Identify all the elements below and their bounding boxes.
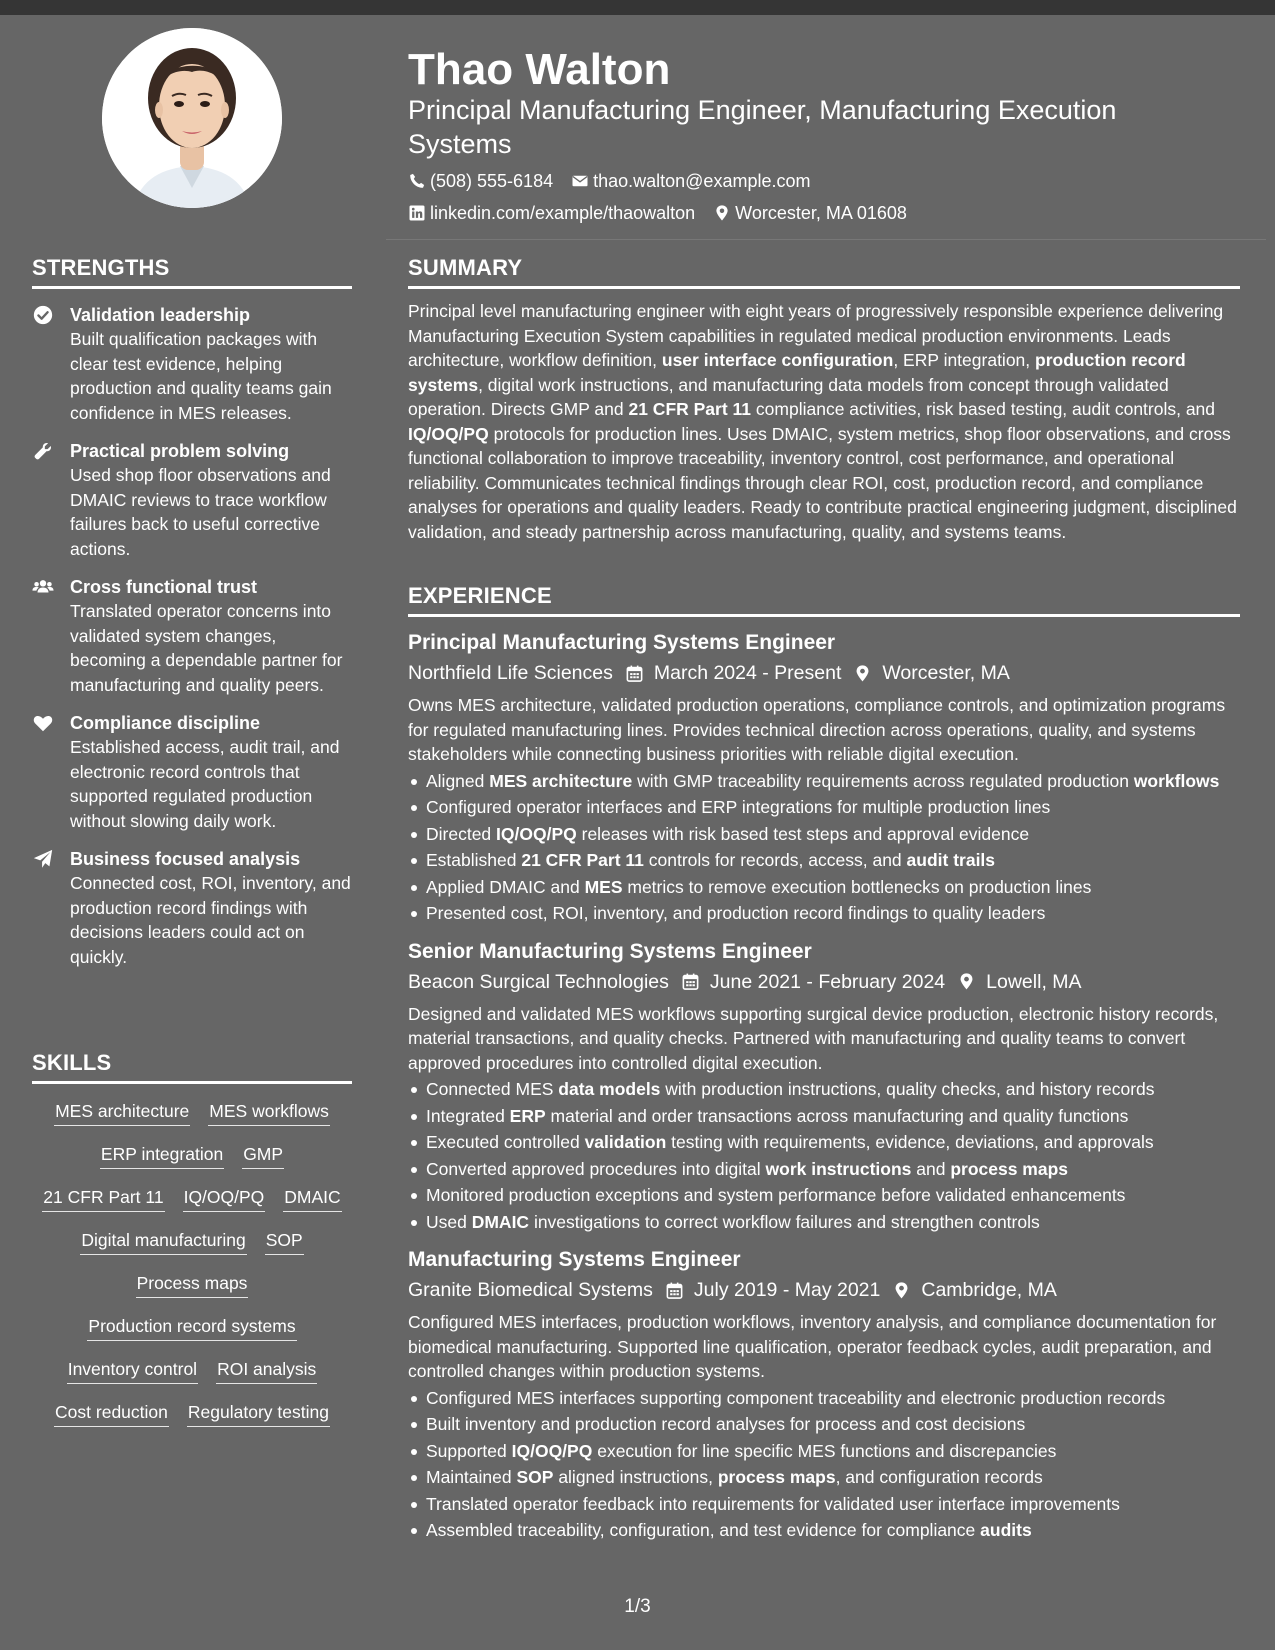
bullet-item <box>408 1210 1240 1235</box>
text-segment: Converted approved procedures into digital <box>426 1158 766 1179</box>
bold-text: ERP <box>509 1105 546 1126</box>
skill-tag: Regulatory testing <box>187 1400 330 1427</box>
strength-description: Translated operator concerns into validated system changes, becoming a dependable partner for manufacturing and quality peers. <box>70 601 343 695</box>
bullet-item <box>408 1465 1240 1490</box>
bold-text: audit trails <box>906 850 996 870</box>
strength-item <box>32 711 352 833</box>
text-segment: , and configuration records <box>835 1467 1043 1487</box>
skill-tag: Process maps <box>136 1271 249 1298</box>
skill-row <box>32 1142 352 1169</box>
bullet-item <box>408 1492 1240 1517</box>
candidate-role: Principal Manufacturing Engineer, Manufacturing Execution Systems <box>408 95 1117 159</box>
strengths-section <box>32 255 352 969</box>
text-segment: , digital work instructions, and manufacturing data models from concept through validated operation. Directs GMP and <box>408 374 1169 419</box>
job-title: Principal Manufacturing Systems Engineer <box>408 631 836 654</box>
bullet-item <box>408 795 1240 820</box>
bullet-item <box>408 1157 1240 1182</box>
bullet-item <box>408 1130 1240 1155</box>
text-segment: investigations to correct workflow failures and strengthen controls <box>529 1211 1040 1232</box>
users-icon <box>32 576 54 598</box>
mail-icon <box>571 172 589 190</box>
bold-text: SOP <box>516 1467 554 1487</box>
text-segment: aligned instructions, <box>553 1467 718 1487</box>
strength-description: Used shop floor observations and DMAIC reviews to trace workflow failures back to useful corrective actions. <box>70 465 331 559</box>
text-segment: Configured operator interfaces and ERP integrations for multiple production lines <box>426 797 1051 817</box>
wrench-icon <box>32 440 54 462</box>
experience-title: EXPERIENCE <box>408 583 552 608</box>
bold-text: IQ/OQ/PQ <box>511 1440 593 1461</box>
text-segment: Used <box>426 1211 472 1232</box>
bold-text: workflows <box>1133 770 1220 791</box>
job-meta <box>408 1276 1240 1304</box>
linkedin-url[interactable]: linkedin.com/example/thaowalton <box>430 203 696 223</box>
skill-tag: ROI analysis <box>216 1357 317 1384</box>
phone-contact <box>408 169 553 193</box>
skills-list <box>32 1099 352 1427</box>
text-segment: compliance activities, risk based testing, audit controls, and <box>751 399 1216 419</box>
text-segment: Directed <box>426 823 497 844</box>
header-divider <box>386 239 1266 240</box>
heart-icon <box>32 712 54 734</box>
section-divider <box>32 1081 352 1084</box>
job-list <box>408 629 1240 1543</box>
contact-line <box>408 169 828 193</box>
map-pin-icon <box>713 204 731 222</box>
bold-text: validation <box>584 1132 667 1152</box>
skill-tag: MES workflows <box>208 1099 330 1126</box>
bold-text: audits <box>980 1520 1032 1540</box>
skills-title: SKILLS <box>32 1050 112 1075</box>
bold-text: MES architecture <box>489 770 633 791</box>
job-description: Configured MES interfaces, production workflows, inventory analysis, and compliance documentation for biomedical manufacturing. Supported line qualification, operator feedback cycles, audit preparation, and controlled changes within production systems. <box>408 1312 1217 1381</box>
bold-text: 21 CFR Part 11 <box>521 850 644 870</box>
text-segment: Supported <box>426 1440 512 1461</box>
phone-icon <box>408 172 426 190</box>
strength-name: Validation leadership <box>70 305 251 325</box>
text-segment: Translated operator feedback into requirements for validated user interface improvements <box>426 1493 1120 1514</box>
job-title: Senior Manufacturing Systems Engineer <box>408 939 812 963</box>
text-segment: metrics to remove execution bottlenecks on production lines <box>622 876 1092 897</box>
job-dates: March 2024 - Present <box>653 662 842 684</box>
text-segment: Integrated <box>426 1105 510 1126</box>
bold-text: process maps <box>950 1158 1069 1179</box>
text-segment: material and order transactions across manufacturing and quality functions <box>545 1105 1129 1126</box>
bullet-item <box>408 822 1240 847</box>
job-description: Owns MES architecture, validated production operations, compliance controls, and optimization programs for regulated manufacturing lines. Provides technical direction across operations, quality, and systems stakeholders while connecting business priorities with reliable digital execution. <box>408 695 1226 764</box>
bold-text: 21 CFR Part 11 <box>628 399 752 419</box>
skill-tag: Digital manufacturing <box>80 1228 246 1255</box>
skill-tag: ERP integration <box>100 1142 224 1169</box>
text-segment: , ERP integration, <box>893 350 1036 370</box>
job-bullets <box>408 1077 1240 1234</box>
bullet-item <box>408 1439 1240 1464</box>
job-meta <box>408 659 1240 687</box>
skill-tag: 21 CFR Part 11 <box>42 1185 164 1212</box>
strength-item <box>32 303 352 425</box>
bold-text: user interface configuration <box>661 350 894 370</box>
job-entry <box>408 1246 1240 1543</box>
strength-item <box>32 439 352 561</box>
text-segment: Built inventory and production record analyses for process and cost decisions <box>426 1414 1026 1434</box>
bold-text: IQ/OQ/PQ <box>496 823 577 844</box>
text-segment: and <box>911 1158 951 1179</box>
bullet-item <box>408 901 1240 926</box>
strength-description: Built qualification packages with clear test evidence, helping production and quality teams gain confidence in MES releases. <box>70 329 332 423</box>
job-location: Worcester, MA <box>882 662 1010 684</box>
text-segment: controls for records, access, and <box>643 850 907 870</box>
strength-description: Connected cost, ROI, inventory, and production record findings with decisions leaders could act on quickly. <box>70 873 351 967</box>
bold-text: DMAIC <box>471 1211 530 1232</box>
company-name: Beacon Surgical Technologies <box>408 970 669 993</box>
job-location: Cambridge, MA <box>921 1279 1057 1301</box>
check-circle-icon <box>32 304 54 326</box>
email-address[interactable]: thao.walton@example.com <box>593 171 811 191</box>
bullet-item <box>408 1077 1240 1102</box>
strength-item <box>32 575 352 697</box>
text-segment: Assembled traceability, configuration, and test evidence for compliance <box>426 1520 981 1540</box>
skill-row <box>32 1357 352 1384</box>
bullet-item <box>408 1183 1240 1208</box>
text-segment: Configured MES interfaces supporting component traceability and electronic production records <box>426 1387 1166 1408</box>
text-segment: Principal level manufacturing engineer with eight years of progressively responsible experience delivering Manufacturing Execution System capabilities in regulated medical production environments. Leads architecture, workflow definition, <box>408 301 1224 370</box>
bullet-item <box>408 1386 1240 1411</box>
profile-photo <box>102 28 282 208</box>
strength-name: Cross functional trust <box>70 577 258 597</box>
map-pin-icon <box>957 972 976 991</box>
skill-tag: SOP <box>265 1228 304 1255</box>
linkedin-icon <box>408 204 426 222</box>
strength-name: Compliance discipline <box>70 713 261 733</box>
section-divider <box>408 286 1240 289</box>
skill-tag: Cost reduction <box>54 1400 169 1427</box>
page-number: 1/3 <box>624 1596 651 1617</box>
strength-item <box>32 847 352 969</box>
text-segment: protocols for production lines. Uses DMAIC, system metrics, shop floor observations, and cross functional collaboration to improve traceability, inventory control, cost performance, and operational reliability. Communicates technical findings through clear ROI, cost, production record, and compliance analyses for operations and quality leaders. Ready to contribute practical engineering judgment, disciplined validation, and steady partnership across manufacturing, quality, and systems teams. <box>408 423 1237 542</box>
paper-plane-icon <box>32 848 54 870</box>
skill-row <box>32 1099 352 1126</box>
skill-tag: Production record systems <box>87 1314 296 1341</box>
contact-line <box>408 201 925 225</box>
skill-row <box>32 1228 352 1255</box>
text-segment: Established <box>426 850 522 870</box>
skill-row <box>32 1185 352 1212</box>
job-bullets <box>408 769 1240 926</box>
map-pin-icon <box>853 664 872 683</box>
job-bullets <box>408 1386 1240 1543</box>
text-segment: with GMP traceability requirements across regulated production <box>632 770 1134 791</box>
text-segment: Presented cost, ROI, inventory, and production record findings to quality leaders <box>426 903 1046 923</box>
bold-text: production record systems <box>408 350 1186 395</box>
skill-tag: GMP <box>242 1142 284 1169</box>
phone-number: (508) 555-6184 <box>430 171 554 191</box>
summary-text <box>408 299 1240 544</box>
bold-text: work instructions <box>765 1158 912 1179</box>
bullet-item <box>408 848 1240 873</box>
bold-text: IQ/OQ/PQ <box>408 423 489 444</box>
skill-tag: MES architecture <box>54 1099 190 1126</box>
text-segment: Maintained <box>426 1467 517 1487</box>
experience-section <box>408 583 1240 1543</box>
strength-name: Business focused analysis <box>70 849 301 869</box>
strengths-title: STRENGTHS <box>32 255 170 280</box>
bullet-item <box>408 875 1240 900</box>
email-contact[interactable] <box>571 169 810 193</box>
text-segment: Executed controlled <box>426 1132 585 1152</box>
job-title: Manufacturing Systems Engineer <box>408 1248 741 1271</box>
bullet-item <box>408 1412 1240 1437</box>
strength-description: Established access, audit trail, and electronic record controls that supported regulated production without slowing daily work. <box>70 737 340 831</box>
job-location: Lowell, MA <box>986 970 1082 993</box>
calendar-icon <box>625 664 644 683</box>
calendar-icon <box>681 972 700 991</box>
text-segment: Aligned <box>426 770 490 791</box>
linkedin-contact[interactable] <box>408 201 695 225</box>
bold-text: MES <box>584 876 623 897</box>
job-dates: June 2021 - February 2024 <box>709 970 946 993</box>
strength-name: Practical problem solving <box>70 441 290 461</box>
job-description: Designed and validated MES workflows supporting surgical device production, electronic history records, material transactions, and quality checks. Partnered with manufacturing and quality teams to convert approved procedures into controlled digital execution. <box>408 1003 1219 1073</box>
text-segment: Connected MES <box>426 1079 559 1099</box>
bullet-item <box>408 1518 1240 1543</box>
calendar-icon <box>665 1281 684 1300</box>
top-bar <box>0 0 1275 15</box>
skill-row <box>32 1271 352 1298</box>
job-meta <box>408 968 1240 996</box>
bold-text: process maps <box>717 1467 836 1487</box>
text-segment: with production instructions, quality checks, and history records <box>660 1079 1155 1099</box>
skill-tag: IQ/OQ/PQ <box>183 1185 266 1212</box>
skill-row <box>32 1400 352 1427</box>
job-entry <box>408 938 1240 1235</box>
bold-text: data models <box>558 1079 661 1099</box>
company-name: Granite Biomedical Systems <box>408 1279 653 1301</box>
bullet-item <box>408 1104 1240 1129</box>
skill-tag: Inventory control <box>67 1357 198 1384</box>
company-name: Northfield Life Sciences <box>408 662 613 684</box>
skill-row <box>32 1314 352 1341</box>
location-text: Worcester, MA 01608 <box>735 203 907 223</box>
skills-section <box>32 1050 352 1427</box>
map-pin-icon <box>892 1281 911 1300</box>
text-segment: Applied DMAIC and <box>426 876 585 897</box>
text-segment: testing with requirements, evidence, deviations, and approvals <box>666 1132 1154 1152</box>
section-divider <box>408 614 1240 617</box>
candidate-name: Thao Walton <box>408 45 671 94</box>
summary-title: SUMMARY <box>408 255 523 280</box>
text-segment: releases with risk based test steps and approval evidence <box>576 823 1030 844</box>
text-segment: execution for line specific MES functions and discrepancies <box>592 1440 1057 1461</box>
job-entry <box>408 629 1240 926</box>
skill-tag: DMAIC <box>283 1185 341 1212</box>
location-contact <box>713 201 907 225</box>
text-segment: Monitored production exceptions and system performance before validated enhancements <box>426 1185 1126 1205</box>
section-divider <box>32 286 352 289</box>
bullet-item <box>408 769 1240 794</box>
job-dates: July 2019 - May 2021 <box>693 1279 881 1301</box>
summary-section <box>408 255 1240 544</box>
